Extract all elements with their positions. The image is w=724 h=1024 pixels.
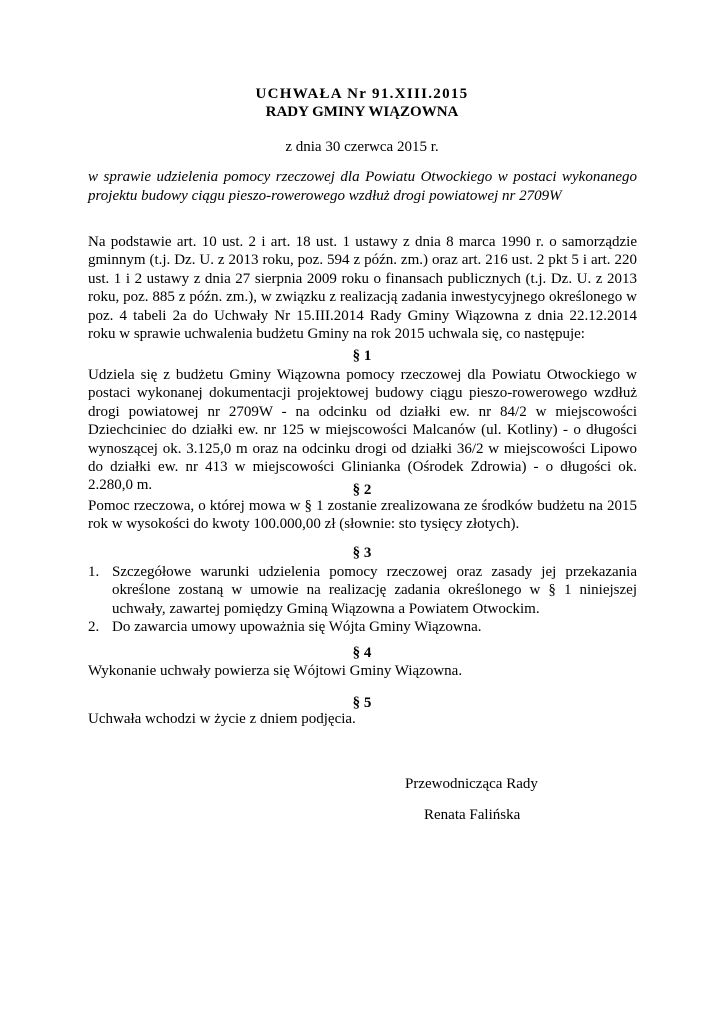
signatory-role: Przewodnicząca Rady	[405, 776, 538, 792]
list-item	[88, 563, 637, 618]
section-3-list	[88, 563, 637, 637]
section-4-heading: § 4	[352, 645, 372, 661]
section-5-text: Uchwała wchodzi w życie z dniem podjęcia.	[88, 711, 356, 727]
section-2-text: Pomoc rzeczowa, o której mowa w § 1 zostanie zrealizowana ze środków budżetu na 2015 rok w wysokości do kwoty 100.000,00 zł (słownie: sto tysięcy złotych).	[88, 498, 637, 533]
list-item	[88, 618, 637, 636]
resolution-number-title: UCHWAŁA Nr 91.XIII.2015	[255, 86, 469, 102]
list-item-number: 2.	[88, 619, 100, 636]
legal-basis-preamble: Na podstawie art. 10 ust. 2 i art. 18 ust. 1 ustawy z dnia 8 marca 1990 r. o samorządzie gminnym (t.j. Dz. U. z 2013 roku, poz. 594 z późn. zm.) oraz art. 216 ust. 2 pkt 5 i art. 220 ust. 1 i 2 ustawy z dnia 27 sierpnia 2009 roku o finansach publicznych (t.j. Dz. U. z 2013 roku, poz. 885 z późn. zm.), w związku z realizacją zadania inwestycyjnego określonego w poz. 4 tabeli 2a do Uchwały Nr 15.III.2014 Rady Gminy Wiązowna z dnia 22.12.2014 roku w sprawie uchwalenia budżetu Gminy na rok 2015 uchwala się, co następuje:	[88, 234, 637, 343]
signatory-name: Renata Falińska	[424, 807, 521, 823]
section-1-text: Udziela się z budżetu Gminy Wiązowna pomocy rzeczowej dla Powiatu Otwockiego w postaci wykonanej dokumentacji projektowej budowy ciągu pieszo-rowerowego wzdłuż drogi powiatowej nr 2709W - na odcinku od działki ew. nr 84/2 w miejscowości Dziechciniec do działki ew. nr 125 w miejscowości Malcanów (ul. Kotliny) - o długości wynoszącej ok. 3.125,0 m oraz na odcinku drogi od działki 36/2 w miejscowości Lipowo do działki ew. nr 413 w miejscowości Glinianka (Ośrodek Zdrowia) - o długości ok. 2.280,0 m.	[88, 367, 637, 494]
list-item-text: Do zawarcia umowy upoważnia się Wójta Gminy Wiązowna.	[112, 619, 482, 636]
council-name-title: RADY GMINY WIĄZOWNA	[265, 104, 459, 120]
section-5-heading: § 5	[352, 695, 372, 711]
list-item-text: Szczegółowe warunki udzielenia pomocy rzeczowej oraz zasady jej przekazania określone zostaną w umowie na realizację zadania określonego w § 1 niniejszej uchwały, zawartej pomiędzy Gminą Wiązowna a Powiatem Otwockim.	[112, 564, 637, 617]
resolution-date: z dnia 30 czerwca 2015 r.	[285, 139, 439, 155]
list-item-number: 1.	[88, 564, 100, 580]
section-1-heading: § 1	[352, 348, 372, 364]
resolution-subject: w sprawie udzielenia pomocy rzeczowej dla Powiatu Otwockiego w postaci wykonanego projektu budowy ciągu pieszo-rowerowego wzdłuż drogi powiatowej nr 2709W	[88, 169, 637, 204]
section-4-text: Wykonanie uchwały powierza się Wójtowi Gminy Wiązowna.	[88, 663, 463, 679]
section-2-heading: § 2	[352, 482, 372, 498]
section-3-heading: § 3	[352, 545, 372, 561]
